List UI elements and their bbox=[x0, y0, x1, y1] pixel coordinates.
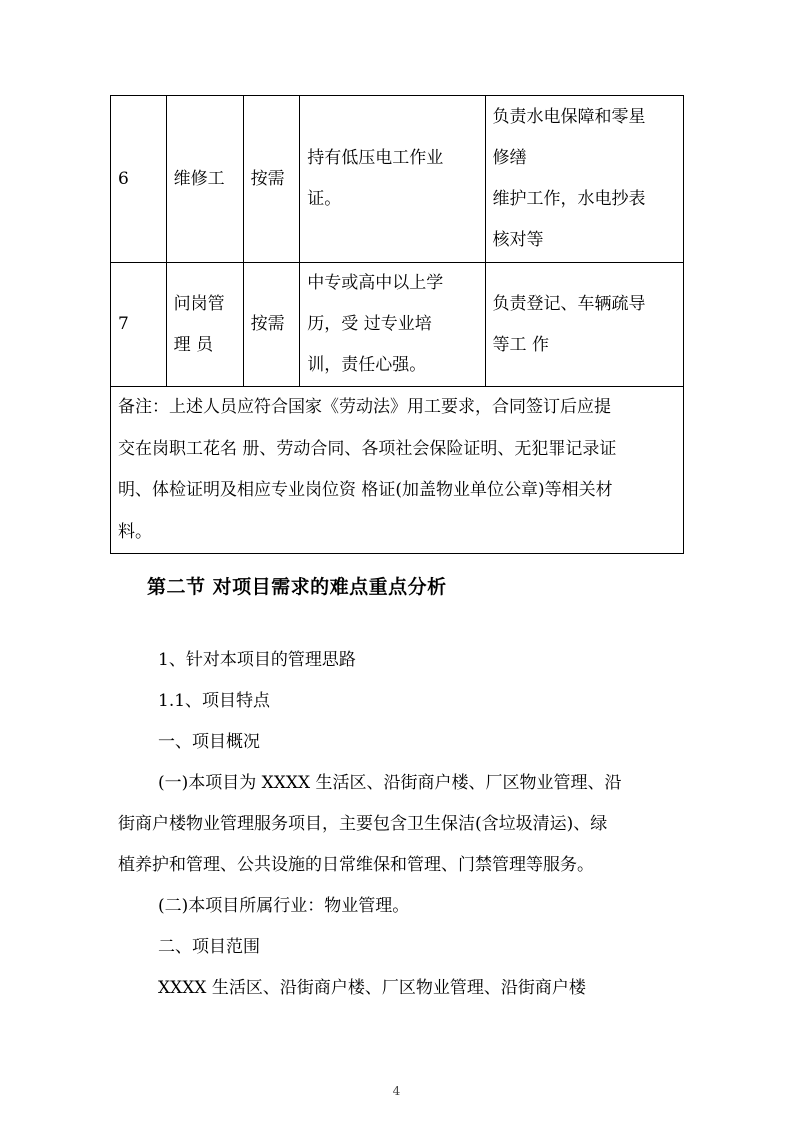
duties-cell: 负责登记、车辆疏导 等工 作 bbox=[485, 263, 683, 387]
page-number: 4 bbox=[392, 1084, 401, 1098]
paragraph: 街商户楼物业管理服务项目，主要包含卫生保洁(含垃圾清运)、绿 bbox=[118, 814, 608, 834]
paragraph: (二)本项目所属行业：物业管理。 bbox=[158, 896, 410, 916]
section-body bbox=[118, 640, 678, 1009]
section-heading: 第二节 对项目需求的难点重点分析 bbox=[147, 576, 447, 598]
row-number-cell: 7 bbox=[111, 263, 167, 387]
quantity-cell: 按需 bbox=[243, 96, 300, 263]
paragraph: 植养护和管理、公共设施的日常维保和管理、门禁管理等服务。 bbox=[118, 855, 594, 875]
paragraph: XXXX 生活区、沿街商户楼、厂区物业管理、沿街商户楼 bbox=[158, 978, 586, 998]
requirements-cell: 中专或高中以上学 历，受 过专业培 训，责任心强。 bbox=[300, 263, 485, 387]
position-cell: 问岗管 理 员 bbox=[166, 263, 243, 387]
row-number-cell: 6 bbox=[111, 96, 167, 263]
table-row bbox=[111, 96, 684, 263]
paragraph: 1.1、项目特点 bbox=[158, 691, 271, 711]
paragraph: 二、项目范围 bbox=[158, 937, 260, 957]
paragraph: 一、项目概况 bbox=[158, 732, 260, 752]
paragraph: 1、针对本项目的管理思路 bbox=[158, 650, 356, 670]
paragraph: (一)本项目为 XXXX 生活区、沿街商户楼、厂区物业管理、沿 bbox=[158, 773, 622, 793]
note-cell: 备注：上述人员应符合国家《劳动法》用工要求，合同签订后应提 交在岗职工花名 册、劳动合同、各项社会保险证明、无犯罪记录证 明、体检证明及相应专业岗位资 格证(加盖物业单位公章)等相关材 料。 bbox=[111, 387, 684, 554]
duties-cell: 负责水电保障和零星 修缮 维护工作，水电抄表 核对等 bbox=[485, 96, 683, 263]
table-row bbox=[111, 263, 684, 387]
position-cell: 维修工 bbox=[166, 96, 243, 263]
quantity-cell: 按需 bbox=[243, 263, 300, 387]
table-note-row bbox=[111, 387, 684, 554]
requirements-cell: 持有低压电工作业 证。 bbox=[300, 96, 485, 263]
staffing-table bbox=[110, 95, 684, 554]
